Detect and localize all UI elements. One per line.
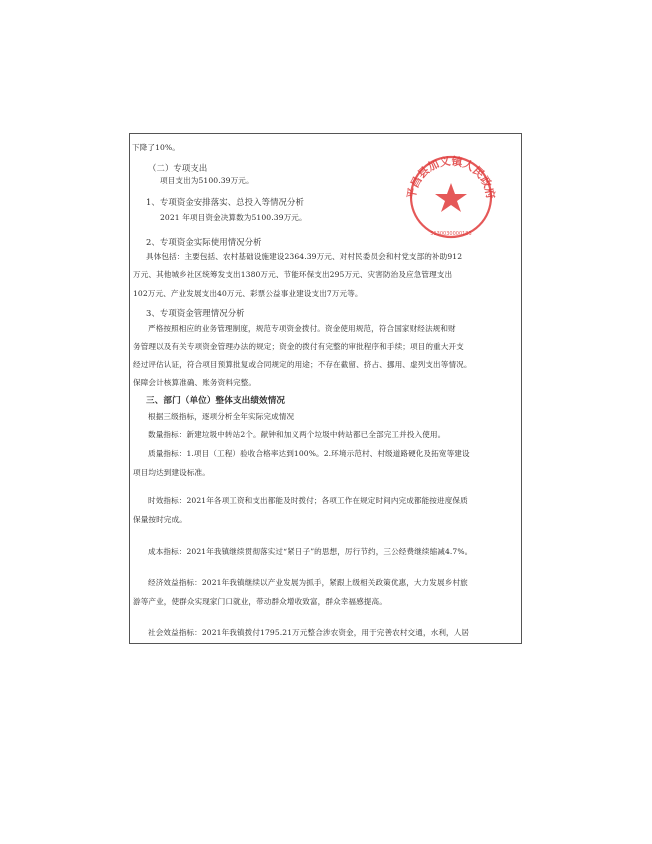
seal-name: 平昌县加义镇人民政府 <box>404 154 498 201</box>
text-line: 下降了10%。 <box>132 143 180 152</box>
section-heading: 3、专项资金管理情况分析 <box>146 308 245 318</box>
text-line: 102万元、产业发展支出40万元、彩票公益事业建设支出7万元等。 <box>133 289 363 298</box>
text-line: 2021 年项目资金决算数为5100.39万元。 <box>160 213 307 222</box>
seal-code: 5130030000183 <box>430 231 472 237</box>
text-line: 务管理以及有关专项资金管理办法的规定；资金的拨付有完整的审批程序和手续；项目的重大开支 <box>133 342 464 351</box>
text-line: 经济效益指标：2021年我镇继续以产业发展为抓手，紧跟上级相关政策优惠，大力发展乡村旅 <box>148 578 468 587</box>
text-line: 成本指标：2021年我镇继续贯彻落实过“紧日子”的思想，厉行节约，三公经费继续缩减4.7%。 <box>148 547 473 556</box>
section-heading: 2、专项资金实际使用情况分析 <box>146 237 262 247</box>
text-line: 保障会计核算准确、账务资料完整。 <box>133 378 257 387</box>
text-line: 游等产业，使群众实现家门口就业，带动群众增收致富，群众幸福感提高。 <box>133 597 387 606</box>
text-line: 根据三级指标，逐项分析全年实际完成情况 <box>148 412 295 421</box>
text-line: 时效指标：2021年各项工资和支出都能及时拨付；各项工作在规定时间内完成都能按进度保质 <box>148 496 468 505</box>
text-line: 万元、其他城乡社区统筹发支出1380万元、节能环保支出295万元、灾害防治及应急管理支出 <box>133 270 453 279</box>
text-line: 保量按时完成。 <box>133 515 187 524</box>
section-heading: （二）专项支出 <box>148 163 208 173</box>
text-line: 社会效益指标：2021年我镇拨付1795.21万元整合涉农资金，用于完善农村交通，水利，人居 <box>148 628 470 637</box>
text-line: 严格按照相应的业务管理制度，规范专项资金拨付。资金使用规范，符合国家财经法规和财 <box>148 324 456 333</box>
official-seal <box>401 153 502 239</box>
text-line: 质量指标：1.项目（工程）验收合格率达到100%。2.环境示范村、村级道路硬化及拓宽等建设 <box>148 449 470 458</box>
section-heading: 1、专项资金安排落实、总投入等情况分析 <box>146 197 304 207</box>
seal-star <box>435 183 467 212</box>
text-line: 项目支出为5100.39万元。 <box>160 176 254 185</box>
text-line: 经过评估认证，符合项目预算批复或合同规定的用途；不存在截留、挤占、挪用、虚列支出等情况。 <box>133 360 472 369</box>
text-line: 数量指标：新建垃圾中转站2个。献钟和加义两个垃圾中转站都已全部完工并投入使用。 <box>148 430 446 439</box>
text-line: 具体包括：主要包括、农村基础设施建设2364.39万元、对村民委员会和村党支部的补助912 <box>146 252 463 261</box>
section-title: 三、部门（单位）整体支出绩效情况 <box>146 396 286 406</box>
text-line: 项目均达到建设标准。 <box>133 468 210 477</box>
